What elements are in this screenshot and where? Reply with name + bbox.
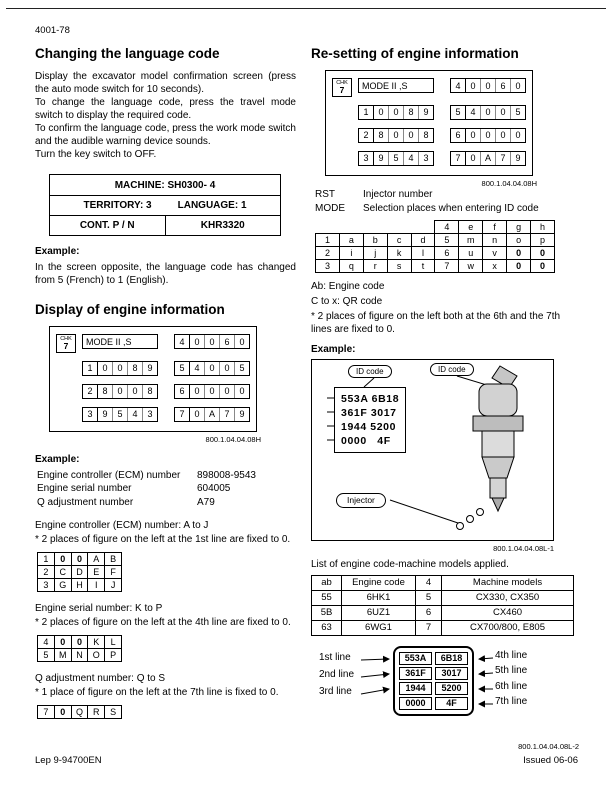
ecm-info-label: Engine controller (ECM) number (37, 469, 181, 481)
table-cell (339, 220, 363, 233)
code-digit-cell: A (480, 152, 495, 165)
line-number-cell: 1 (359, 106, 374, 119)
table-cell: A (88, 553, 105, 566)
code-digit-cell: 0 (403, 129, 418, 142)
table-cell: r (363, 259, 387, 272)
table-cell (411, 220, 435, 233)
line-number-cell: 7 (175, 408, 190, 421)
figure-caption: 800.1.04.04.08L-2 (518, 741, 579, 751)
code-digit-cell: 5 (388, 152, 403, 165)
table-cell: 3 (38, 579, 55, 592)
code-digit-cell: 0 (234, 385, 249, 398)
code-display-box (174, 361, 250, 376)
panel-code-row (358, 151, 526, 166)
line-labels-right (495, 650, 527, 712)
table-cell: u (459, 246, 483, 259)
line-number-cell: 2 (359, 129, 374, 142)
line-label: 6th line (495, 680, 528, 692)
code-display-box (450, 105, 526, 120)
code-mapping-note: * 2 places of figure on the left at the 4th line are fixed to 0. (35, 617, 291, 628)
line-number-cell: 7 (451, 152, 466, 165)
code-digit-cell: 0 (204, 362, 219, 375)
line-label: 4th line (495, 649, 528, 661)
code-mapping-block (35, 673, 296, 719)
table-cell: 0 (54, 706, 71, 719)
table-row (38, 566, 122, 579)
table-row (312, 590, 574, 605)
table-cell: 5 (38, 649, 55, 662)
table-cell: CX700/800, E805 (442, 620, 574, 635)
table-cell: N (71, 649, 88, 662)
code-digit-cell: 0 (378, 107, 384, 117)
instruction-text: Display the excavator model confirmation screen (press the auto mode switch for 10 seconds). (35, 71, 296, 95)
code-digit-cell: 4 (403, 152, 418, 165)
table-row (316, 259, 555, 272)
code-digit-cell: A (204, 408, 219, 421)
engine-info-figure (49, 326, 261, 444)
code-digit-cell: 0 (480, 106, 495, 119)
mode-indicator: MODE II ,S (82, 334, 158, 349)
table-row (38, 553, 122, 566)
code-digit-cell: 0 (480, 129, 495, 142)
id-code-selection-table (315, 220, 555, 273)
footer-issue-date: Issued 06-06 (523, 755, 578, 766)
cont-pn-value: KHR3320 (165, 216, 281, 235)
code-digit-cell: 0 (480, 79, 495, 92)
table-cell: 0 (531, 259, 555, 272)
code-digit-cell: 9 (142, 362, 157, 375)
code-display-box (450, 151, 526, 166)
table-cell: M (54, 649, 71, 662)
table-cell: D (71, 566, 88, 579)
table-cell: v (483, 246, 507, 259)
id-code-box (393, 646, 474, 716)
table-row (316, 246, 555, 259)
code-digit-cell: 4 (127, 408, 142, 421)
table-cell: p (531, 233, 555, 246)
table-cell: 5 (416, 590, 442, 605)
territory-language-row (50, 195, 280, 215)
line-labels-left (319, 652, 354, 703)
code-display-box (82, 384, 158, 399)
definition-row (315, 189, 578, 200)
section-title-engine-info: Display of engine information (35, 302, 225, 317)
table-cell: L (105, 636, 122, 649)
table-cell: w (459, 259, 483, 272)
table-cell: 7 (416, 620, 442, 635)
panel-code-row (358, 105, 526, 120)
panel-top-row (56, 334, 250, 353)
table-cell: 6HK1 (342, 590, 416, 605)
language-text: LANGUAGE: 1 (177, 200, 247, 211)
machine-confirmation-screen (49, 174, 281, 236)
example-label: Example: (35, 246, 80, 257)
diagram-code-cell: 361F (399, 667, 432, 680)
table-row (38, 706, 122, 719)
table-cell: j (363, 246, 387, 259)
code-digit-cell: 3 (418, 152, 433, 165)
table-cell: 6UZ1 (342, 605, 416, 620)
table-cell: n (483, 233, 507, 246)
ecm-info-label: Q adjustment number (37, 496, 134, 508)
table-cell: 1 (38, 553, 55, 566)
code-digit-cell: 0 (112, 362, 127, 375)
grid-note: C to x: QR code (311, 295, 383, 307)
code-digit-cell: 7 (495, 152, 510, 165)
diagram-code-cell: 5200 (435, 682, 468, 695)
table-cell: f (483, 220, 507, 233)
injector-callout: Injector (336, 493, 386, 508)
id-code-line: 0000 4F (341, 434, 391, 447)
diagram-code-cell: 0000 (399, 697, 432, 710)
panel-code-row (82, 384, 250, 399)
diagram-code-row (399, 697, 468, 710)
table-cell (316, 220, 340, 233)
table-cell: S (105, 706, 122, 719)
line-label: 1st line (319, 651, 351, 663)
chk-indicator (332, 78, 352, 97)
ecm-info-value: A79 (197, 496, 215, 508)
code-digit-cell: 6 (495, 79, 510, 92)
panel-code-row (82, 361, 250, 376)
figure-caption: 800.1.04.04.08L-1 (493, 543, 554, 553)
example-text: In the screen opposite, the language code has changed from 5 (French) to 1 (English). (35, 262, 296, 286)
definition-text: Selection places when entering ID code (363, 202, 539, 214)
code-digit-cell: 0 (219, 362, 234, 375)
column-header: Engine code (342, 575, 416, 590)
code-digit-cell: 0 (194, 409, 200, 419)
column-header: Machine models (442, 575, 574, 590)
injector-id-code-figure (311, 359, 554, 541)
code-display-box (450, 128, 526, 143)
line-number-cell: 6 (175, 385, 190, 398)
code-display-box (358, 128, 434, 143)
code-mapping-table (37, 705, 122, 719)
chk-number: 7 (63, 341, 69, 351)
table-cell: c (387, 233, 411, 246)
code-digit-cell: 0 (112, 385, 127, 398)
code-digit-cell: 0 (234, 335, 249, 348)
table-cell: i (339, 246, 363, 259)
left-column (35, 46, 296, 719)
id-code-line: 553A 6B18 (341, 392, 400, 405)
chk-number: 7 (339, 85, 345, 95)
example-label: Example: (35, 453, 80, 465)
line-number-cell: 6 (451, 129, 466, 142)
definition-term: MODE (315, 202, 345, 214)
engine-info-display (325, 70, 533, 176)
code-digit-cell: 7 (219, 408, 234, 421)
figure-caption: 800.1.04.04.08H (481, 178, 537, 188)
code-display-box (450, 78, 526, 93)
code-mapping-block (35, 603, 296, 662)
grid-note: Ab: Engine code (311, 280, 385, 292)
code-digit-cell: 0 (495, 129, 510, 142)
instruction-text: To change the language code, press the travel mode switch to display the required code. (35, 97, 296, 121)
line-label: 5th line (495, 665, 528, 676)
line-label: 7th line (495, 696, 528, 707)
mode-indicator: MODE II ,S (358, 78, 434, 93)
table-cell: 0 (507, 246, 531, 259)
code-digit-cell: 8 (127, 362, 142, 375)
table-header-row (312, 575, 574, 590)
table-cell: 4 (38, 636, 55, 649)
table-cell: s (387, 259, 411, 272)
diagram-code-cell: 4F (435, 697, 468, 710)
table-cell: G (54, 579, 71, 592)
code-mapping-heading: Engine serial number: K to P (35, 603, 163, 614)
code-digit-cell: 9 (234, 408, 249, 421)
table-cell: P (105, 649, 122, 662)
code-digit-cell: 0 (194, 386, 200, 396)
code-mapping-table (37, 552, 122, 592)
line-number-cell: 4 (451, 79, 466, 92)
code-digit-cell: 0 (470, 80, 476, 91)
table-cell: 7 (435, 259, 459, 272)
table-cell: h (531, 220, 555, 233)
code-display-box (82, 361, 158, 376)
code-digit-cell: 9 (510, 152, 525, 165)
column-header: 4 (416, 575, 442, 590)
code-digit-cell: 0 (194, 336, 200, 347)
table-cell: 0 (71, 553, 88, 566)
table-cell: 5B (312, 605, 342, 620)
right-column (311, 46, 578, 751)
code-display-box (174, 407, 250, 422)
diagram-code-row (399, 682, 468, 695)
id-code-block (334, 387, 406, 453)
diagram-code-cell: 1944 (399, 682, 432, 695)
table-cell: d (411, 233, 435, 246)
table-cell: 3 (316, 259, 340, 272)
panel-top-row (332, 78, 526, 97)
table-cell: t (411, 259, 435, 272)
definition-term: RST (315, 188, 335, 200)
line-number-cell: 4 (175, 335, 190, 348)
id-code-line-diagram (319, 646, 579, 738)
definition-text: Injector number (363, 188, 433, 200)
code-mapping-heading: Q adjustment number: Q to S (35, 673, 166, 684)
table-cell: 2 (316, 246, 340, 259)
table-cell: R (88, 706, 105, 719)
table-cell: 55 (312, 590, 342, 605)
section-title-language-code: Changing the language code (35, 46, 220, 61)
code-digit-cell: 0 (470, 153, 476, 163)
code-digit-cell: 0 (388, 129, 403, 142)
diagram-code-row (399, 667, 468, 680)
table-cell: I (88, 579, 105, 592)
engine-info-display (49, 326, 257, 432)
ecm-info-line (37, 496, 296, 510)
table-cell: CX460 (442, 605, 574, 620)
table-cell: b (363, 233, 387, 246)
line-number-cell: 2 (83, 385, 98, 398)
id-code-callout-left: ID code (348, 365, 392, 378)
table-row (38, 579, 122, 592)
table-cell: H (71, 579, 88, 592)
table-cell: C (54, 566, 71, 579)
ecm-info-value: 898008-9543 (197, 469, 256, 481)
table-cell: O (88, 649, 105, 662)
code-digit-cell: 4 (470, 107, 476, 117)
code-digit-cell: 0 (510, 129, 525, 142)
table-cell: Q (71, 706, 88, 719)
table-row (316, 220, 555, 233)
code-digit-cell: 8 (102, 386, 108, 396)
code-display-box (82, 407, 158, 422)
table-cell: 0 (54, 553, 71, 566)
code-digit-cell: 0 (204, 335, 219, 348)
engine-info-figure (325, 70, 537, 188)
ecm-info-value: 604005 (197, 483, 231, 494)
code-digit-cell: 0 (204, 385, 219, 398)
table-cell (387, 220, 411, 233)
table-cell: F (105, 566, 122, 579)
table-row (312, 620, 574, 635)
column-header: ab (312, 575, 342, 590)
cont-pn-label: CONT. P / N (79, 220, 135, 231)
code-digit-cell: 4 (194, 363, 200, 373)
table-row (38, 636, 122, 649)
line-number-cell: 5 (451, 106, 466, 119)
table-cell: 1 (316, 233, 340, 246)
table-cell: 6 (416, 605, 442, 620)
engine-code-models-table (311, 575, 574, 636)
chk-label: CHK (60, 336, 72, 342)
page-top-rule (6, 8, 606, 9)
instruction-text: To confirm the language code, press the work mode switch and the audible warning device sounds. (35, 123, 296, 147)
models-list-intro: List of engine code-machine models applied. (311, 558, 509, 570)
code-digit-cell: 0 (102, 363, 108, 373)
ecm-info-line (37, 469, 296, 483)
territory-text: TERRITORY: 3 (83, 200, 152, 211)
table-cell: 7 (38, 706, 55, 719)
code-digit-cell: 0 (388, 106, 403, 119)
table-row (312, 605, 574, 620)
definition-row (315, 203, 578, 214)
code-digit-cell: 8 (403, 106, 418, 119)
table-cell: g (507, 220, 531, 233)
table-cell: 0 (531, 246, 555, 259)
code-digit-cell: 0 (470, 130, 476, 140)
table-cell: 0 (507, 259, 531, 272)
code-digit-cell: 0 (495, 106, 510, 119)
panel-code-row (358, 128, 526, 143)
footer-document-code: Lep 9-94700EN (35, 755, 102, 766)
table-cell: q (339, 259, 363, 272)
table-cell: e (459, 220, 483, 233)
code-digit-cell: 9 (378, 153, 384, 163)
code-digit-cell: 5 (510, 106, 525, 119)
page-number: 4001-78 (35, 25, 70, 36)
table-cell: 4 (435, 220, 459, 233)
table-cell: m (459, 233, 483, 246)
table-cell: E (88, 566, 105, 579)
section-title-resetting: Re-setting of engine information (311, 46, 519, 61)
code-digit-cell: 6 (219, 335, 234, 348)
code-digit-cell: 0 (219, 385, 234, 398)
line-number-cell: 5 (175, 362, 190, 375)
table-cell: B (105, 553, 122, 566)
line-label: 3rd line (319, 685, 352, 697)
table-cell: o (507, 233, 531, 246)
grid-note: * 2 places of figure on the left both at the 6th and the 7th lines are fixed to 0. (311, 310, 561, 335)
code-digit-cell: 5 (234, 362, 249, 375)
table-row (38, 649, 122, 662)
code-digit-cell: 8 (378, 130, 384, 140)
diagram-code-cell: 3017 (435, 667, 468, 680)
code-display-box (358, 151, 434, 166)
code-digit-cell: 8 (142, 385, 157, 398)
table-cell: 0 (71, 636, 88, 649)
instruction-text: Turn the key switch to OFF. (35, 149, 157, 160)
ecm-info-line (37, 482, 296, 496)
code-digit-cell: 0 (510, 79, 525, 92)
code-display-box (174, 384, 250, 399)
table-row (316, 233, 555, 246)
example-label: Example: (311, 343, 356, 355)
id-code-callout-right: ID code (430, 363, 474, 376)
figure-caption: 800.1.04.04.08H (205, 434, 261, 444)
table-cell: 2 (38, 566, 55, 579)
table-cell: 6WG1 (342, 620, 416, 635)
id-code-line: 361F 3017 (341, 406, 397, 419)
chk-indicator (56, 334, 76, 353)
id-code-line: 1944 5200 (341, 420, 397, 433)
table-cell: CX330, CX350 (442, 590, 574, 605)
code-mapping-note: * 2 places of figure on the left at the 1st line are fixed to 0. (35, 534, 291, 545)
line-number-cell: 3 (83, 408, 98, 421)
code-mapping-table (37, 635, 122, 662)
table-cell: x (483, 259, 507, 272)
code-digit-cell: 5 (112, 408, 127, 421)
table-cell: 6 (435, 246, 459, 259)
diagram-code-cell: 553A (399, 652, 432, 665)
code-digit-cell: 3 (142, 408, 157, 421)
code-digit-cell: 8 (418, 129, 433, 142)
code-mapping-heading: Engine controller (ECM) number: A to J (35, 520, 209, 531)
table-body (312, 590, 574, 635)
ecm-info-label: Engine serial number (37, 483, 132, 494)
table-cell: 0 (54, 636, 71, 649)
machine-model-row: MACHINE: SH0300- 4 (114, 179, 216, 191)
chk-label: CHK (336, 80, 348, 86)
table-cell: 5 (435, 233, 459, 246)
table-cell (363, 220, 387, 233)
code-display-box (358, 105, 434, 120)
panel-code-row (82, 407, 250, 422)
code-digit-cell: 9 (102, 409, 108, 419)
code-digit-cell: 9 (418, 106, 433, 119)
code-mapping-block (35, 520, 296, 592)
code-mapping-note: * 1 place of figure on the left at the 7th line is fixed to 0. (35, 687, 279, 698)
table-cell: J (105, 579, 122, 592)
code-digit-cell: 0 (127, 385, 142, 398)
code-display-box (174, 334, 250, 349)
table-cell: l (411, 246, 435, 259)
line-number-cell: 1 (83, 362, 98, 375)
table-cell: 63 (312, 620, 342, 635)
table-cell: K (88, 636, 105, 649)
table-cell: a (339, 233, 363, 246)
cont-pn-row (50, 215, 280, 235)
table-cell: k (387, 246, 411, 259)
line-label: 2nd line (319, 668, 355, 680)
diagram-code-cell: 6B18 (435, 652, 468, 665)
line-number-cell: 3 (359, 152, 374, 165)
diagram-code-row (399, 652, 468, 665)
